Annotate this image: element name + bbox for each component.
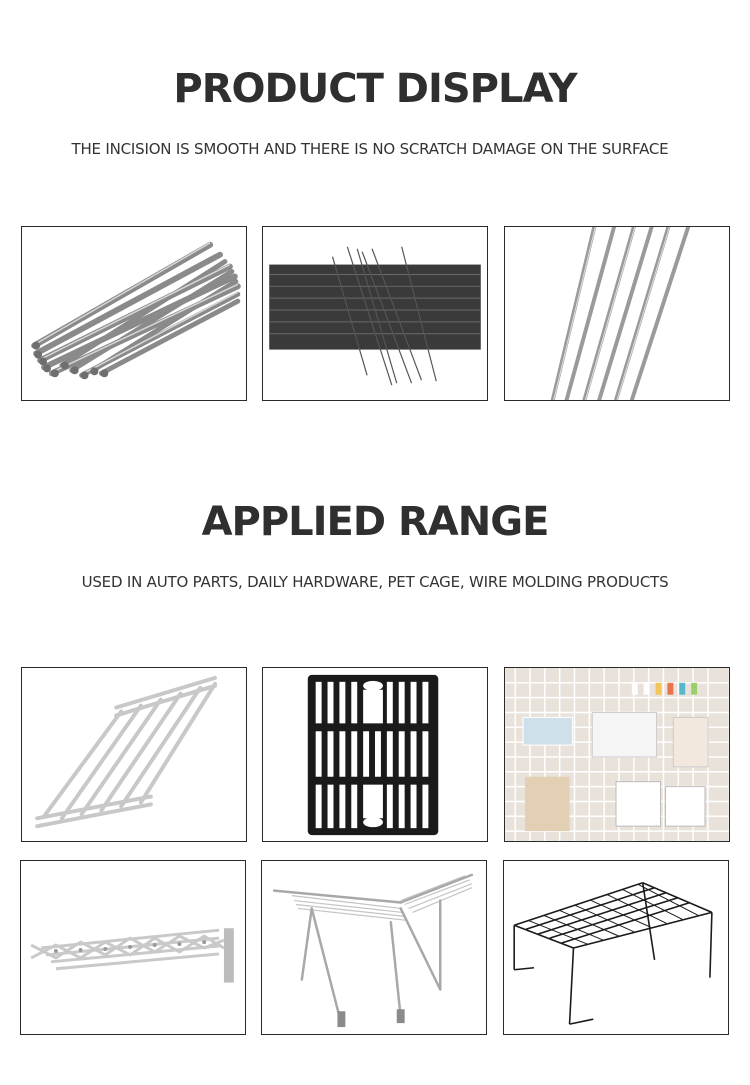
wire-shelf-organizer-image	[503, 860, 729, 1035]
applied-range-subtitle: USED IN AUTO PARTS, DAILY HARDWARE, PET CAGE, WIRE MOLDING PRODUCTS	[81, 573, 669, 591]
product-display-subtitle: THE INCISION IS SMOOTH AND THERE IS NO SCRATCH DAMAGE ON THE SURFACE	[71, 140, 669, 158]
cast-iron-grill-grate-image	[262, 667, 488, 842]
straight-steel-wires-image	[262, 226, 488, 401]
wall-mounted-expandable-rack-image	[20, 860, 246, 1035]
bundle-of-steel-rods-image	[21, 226, 247, 401]
folding-drying-rack-image	[21, 667, 247, 842]
steel-rods-closeup-image	[504, 226, 730, 401]
standing-clothes-airer-image	[261, 860, 487, 1035]
product-display-title: PRODUCT DISPLAY	[173, 66, 577, 112]
applied-range-title: APPLIED RANGE	[201, 499, 549, 545]
wire-wall-grid-organizer-image	[504, 667, 730, 842]
